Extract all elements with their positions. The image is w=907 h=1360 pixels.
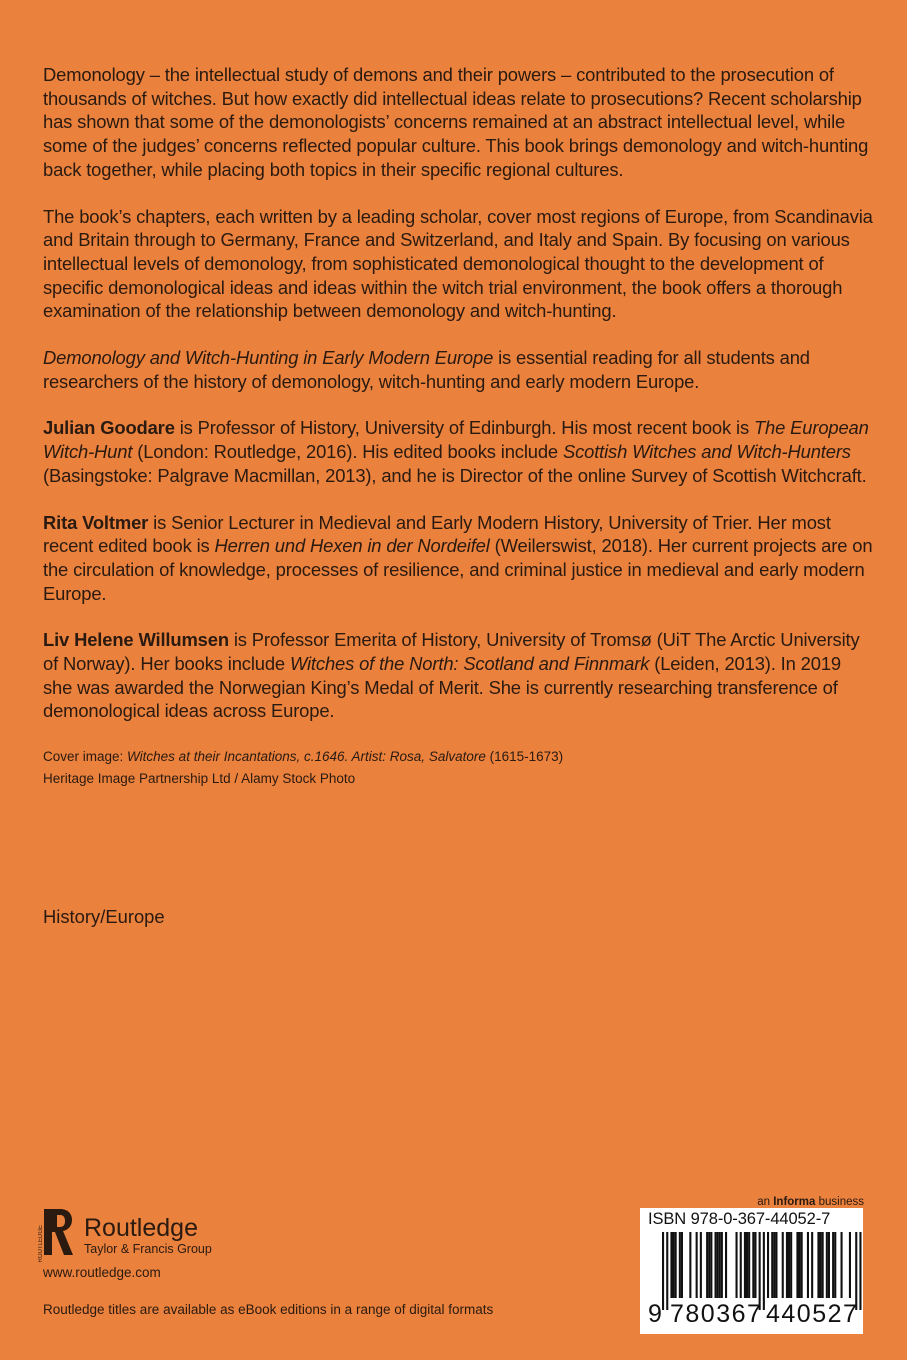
barcode-bar: [736, 1232, 738, 1298]
barcode-digits-left: 780367: [670, 1300, 763, 1328]
cover-credit: Cover image: Witches at their Incantations, c.1646. Artist: Rosa, Salvatore (1615-1673): [43, 749, 564, 765]
ebook-note: Routledge titles are available as eBook editions in a range of digital formats: [43, 1302, 494, 1317]
barcode-bar: [725, 1232, 727, 1298]
description-paragraph-3: Demonology and Witch-Hunting in Early Modern Europe is essential reading for all students and researchers of the history of demonology, witch-hunting and early modern Europe.: [43, 347, 810, 392]
barcode-bar: [796, 1232, 798, 1298]
barcode-bar: [717, 1232, 719, 1298]
barcode-bar: [715, 1232, 717, 1298]
routledge-r-icon: [40, 1207, 74, 1263]
back-cover-text: [43, 63, 873, 790]
barcode-bar: [832, 1232, 834, 1298]
barcode-bar: [782, 1232, 784, 1298]
barcode-lead-digit: 9: [648, 1300, 662, 1328]
barcode-bar: [811, 1232, 813, 1298]
barcode-bar: [719, 1232, 721, 1298]
barcode-bar: [673, 1232, 675, 1298]
barcode-bar: [662, 1232, 664, 1310]
barcode-bar: [773, 1232, 775, 1298]
barcode-bar: [826, 1232, 828, 1298]
publisher-group: Taylor & Francis Group: [84, 1242, 212, 1256]
barcode-bar: [721, 1232, 723, 1298]
barcode-bar: [744, 1232, 746, 1298]
barcode-bar: [775, 1232, 777, 1298]
barcode-bar: [708, 1232, 710, 1298]
barcode-bar: [763, 1232, 765, 1310]
barcode-bar: [746, 1232, 748, 1298]
description-paragraph-1: Demonology – the intellectual study of demons and their powers – contributed to the prosecution of thousands of witches. But how exactly did intellectual ideas relate to prosecutions? Recent scholarship has shown that some of the demonologists’ concerns remained at an abstract intellectual level, while some of the judges’ concerns reflected popular culture. This book brings demonology and witch-hunting back together, while placing both topics in their specific regional cultures.: [43, 64, 869, 180]
subject-category: History/Europe: [43, 906, 165, 927]
barcode-bar: [822, 1232, 824, 1298]
author-bio-willumsen: Liv Helene Willumsen is Professor Emerita of History, University of Tromsø (UiT The Arctic University of Norway). Her books include Witches of the North: Scotland and Finnmark (Leiden, 2013). In 2019 she was awarded the Norwegian King’s Medal of Merit. She is currently researching transference of demonological ideas across Europe.: [43, 629, 860, 722]
author-bio-goodare: Julian Goodare is Professor of History, University of Edinburgh. His most recent book is The European Witch-Hunt (London: Routledge, 2016). His edited books include Scottish Witches and Witch-Hunters (Basingstoke: Palgrave Macmillan, 2013), and he is Director of the online Survey of Scottish Witchcraft.: [43, 417, 869, 486]
barcode-bar: [696, 1232, 698, 1298]
barcode-bar: [754, 1232, 756, 1298]
barcode-bar: [679, 1232, 681, 1298]
barcode-digits-right: 440527: [766, 1300, 859, 1328]
publisher-name: Routledge: [84, 1214, 198, 1242]
author-bio-voltmer: Rita Voltmer is Senior Lecturer in Medieval and Early Modern History, University of Trier. Her most recent edited book is Herren und Hexen in der Nordeifel (Weilerswist, 2018). Her current projects are on the circulation of knowledge, processes of resilience, and criminal justice in medieval and early modern Europe.: [43, 511, 873, 604]
barcode-bar: [771, 1232, 773, 1298]
barcode-bar: [859, 1232, 861, 1310]
barcode-bar: [689, 1232, 691, 1298]
barcode-bar: [817, 1232, 819, 1298]
barcode-bar: [675, 1232, 677, 1298]
barcode-bar: [767, 1232, 769, 1298]
barcode-bar: [801, 1232, 803, 1298]
routledge-vertical-text: ROUTLEDGE: [38, 1225, 44, 1263]
barcode-bar: [710, 1232, 712, 1298]
barcode-bar: [834, 1232, 836, 1298]
barcode-bar: [740, 1232, 742, 1298]
barcode-bar: [849, 1232, 851, 1298]
barcode-bar: [786, 1232, 788, 1298]
barcode-bar: [828, 1232, 830, 1298]
barcode-bar: [748, 1232, 750, 1298]
barcode-bar: [700, 1232, 702, 1298]
barcode-bar: [820, 1232, 822, 1298]
author-name: Rita Voltmer: [43, 511, 149, 533]
author-name: Julian Goodare: [43, 417, 175, 439]
barcode-bar: [855, 1232, 857, 1310]
barcode-bar: [799, 1232, 801, 1298]
author-name: Liv Helene Willumsen: [43, 629, 229, 651]
description-paragraph-2: The book’s chapters, each written by a leading scholar, cover most regions of Europe, from Scandinavia and Britain through to Germany, France and Switzerland, and Italy and Spain. By focusing on various intellectual levels of demonology, from sophisticated demonological thought to the development of specific demonological ideas and ideas within the witch trial environment, the book offers a thorough examination of the relationship between demonology and witch-hunting.: [43, 205, 873, 322]
barcode-bar: [790, 1232, 792, 1298]
barcode-bar: [752, 1232, 754, 1298]
barcode-bar: [666, 1232, 668, 1310]
informa-tagline: an Informa business: [757, 1196, 864, 1208]
barcode-bar: [841, 1232, 843, 1298]
barcode-bar: [759, 1232, 761, 1310]
barcode-bar: [788, 1232, 790, 1298]
barcode-bar: [681, 1232, 683, 1298]
barcode-bar: [670, 1232, 672, 1298]
book-title: Demonology and Witch-Hunting in Early Modern Europe: [43, 347, 494, 369]
publisher-url[interactable]: www.routledge.com: [43, 1265, 161, 1280]
barcode-bar: [807, 1232, 809, 1298]
routledge-logo: [40, 1207, 212, 1263]
cover-credit-agency: Heritage Image Partnership Ltd / Alamy Stock Photo: [43, 771, 356, 787]
isbn-label: ISBN 978-0-367-44052-7: [648, 1210, 831, 1228]
barcode-bar: [706, 1232, 708, 1298]
isbn-barcode: [640, 1208, 863, 1334]
